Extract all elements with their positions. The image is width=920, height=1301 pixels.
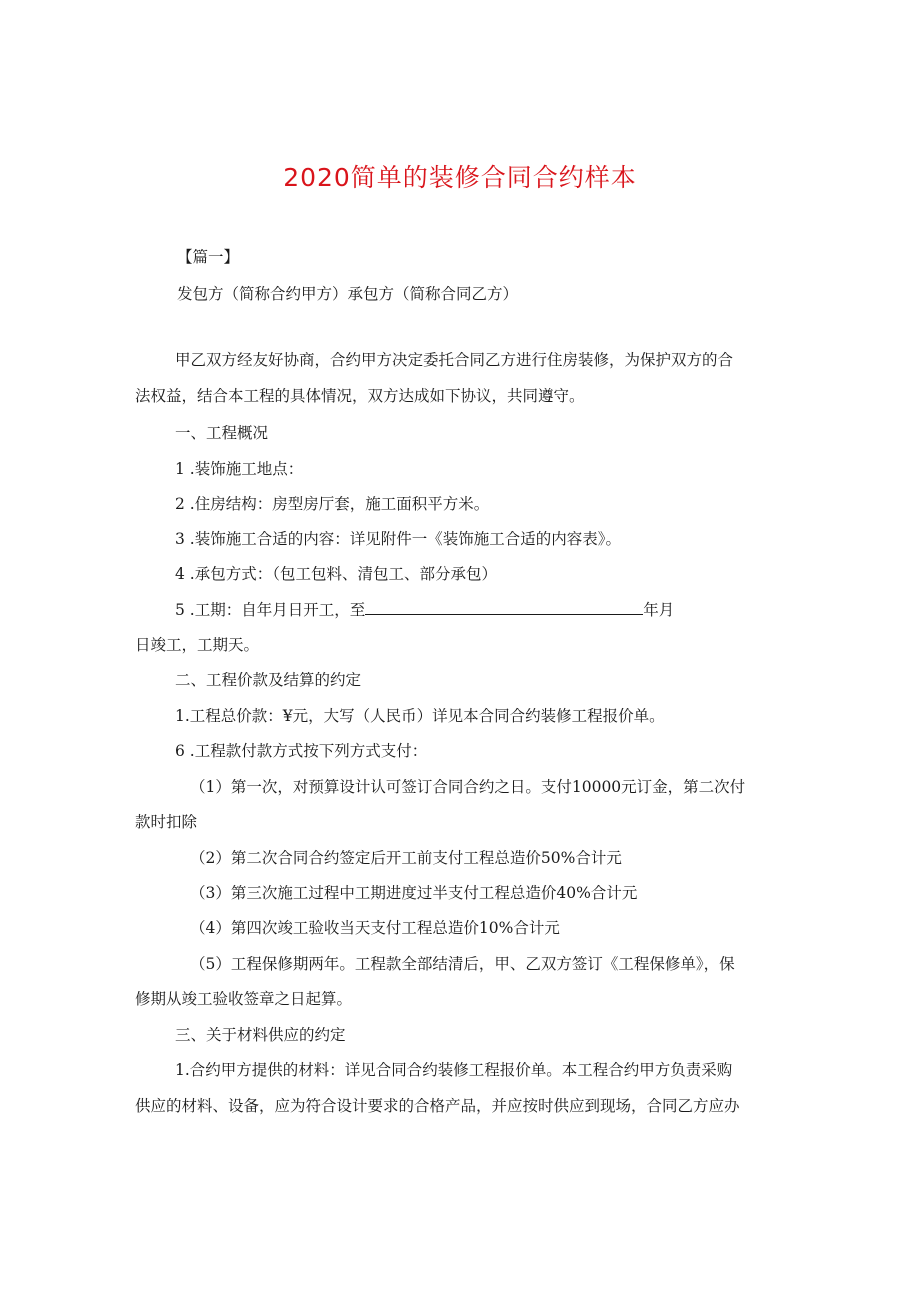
payment-5-line-2: 修期从竣工验收签章之日起算。 [135, 990, 353, 1008]
intro-paragraph-line-2: 法权益，结合本工程的具体情况，双方达成如下协议，共同遵守。 [135, 387, 585, 405]
payment-2: （2）第二次合同合约签定后开工前支付工程总造价50%合计元 [190, 849, 622, 867]
clause-1-3: 3 .装饰施工合适的内容：详见附件一《装饰施工合适的内容表》。 [175, 530, 621, 548]
payment-4: （4）第四次竣工验收当天支付工程总造价10%合计元 [190, 919, 560, 937]
clause-1-5-end: 年月 [643, 601, 675, 619]
blank-underline [365, 600, 643, 615]
clause-1-5 [175, 600, 674, 620]
clause-1-2: 2 .住房结构：房型房厅套，施工面积平方米。 [175, 495, 490, 513]
heading-price-settlement: 二、工程价款及结算的约定 [175, 671, 362, 689]
payment-1-line-2: 款时扣除 [135, 813, 198, 831]
clause-1-5-continued: 日竣工，工期天。 [135, 636, 260, 654]
payment-3: （3）第三次施工过程中工期进度过半支付工程总造价40%合计元 [190, 884, 638, 902]
payment-5-line-1: （5）工程保修期两年。工程款全部结清后，甲、乙双方签订《工程保修单》，保 [190, 955, 735, 973]
clause-1-1: 1 .装饰施工地点： [175, 460, 304, 478]
parties-line: 发包方（简称合约甲方）承包方（简称合同乙方） [177, 285, 519, 303]
payment-1-line-1: （1）第一次，对预算设计认可签订合同合约之日。支付10000元订金，第二次付 [190, 778, 746, 796]
heading-material-supply: 三、关于材料供应的约定 [175, 1026, 346, 1044]
intro-paragraph-line-1: 甲乙双方经友好协商，合约甲方决定委托合同乙方进行住房装修，为保护双方的合 [175, 351, 734, 369]
clause-2-1: 1.工程总价款：¥元，大写（人民币）详见本合同合约装修工程报价单。 [175, 707, 665, 725]
heading-project-overview: 一、工程概况 [175, 424, 269, 442]
clause-3-1-line-1: 1.合约甲方提供的材料：详见合同合约装修工程报价单。本工程合约甲方负责采购 [175, 1061, 733, 1079]
clause-1-4: 4 .承包方式：（包工包料、清包工、部分承包） [175, 565, 497, 583]
clause-3-1-line-2: 供应的材料、设备，应为符合设计要求的合格产品，并应按时供应到现场，合同乙方应办 [135, 1097, 740, 1115]
clause-2-2: 6 .工程款付款方式按下列方式支付： [175, 742, 428, 760]
clause-1-5-start: 5 .工期：自年月日开工，至 [175, 601, 366, 619]
document-title: 2020简单的装修合同合约样本 [283, 163, 637, 192]
section-label: 【篇一】 [177, 248, 240, 266]
